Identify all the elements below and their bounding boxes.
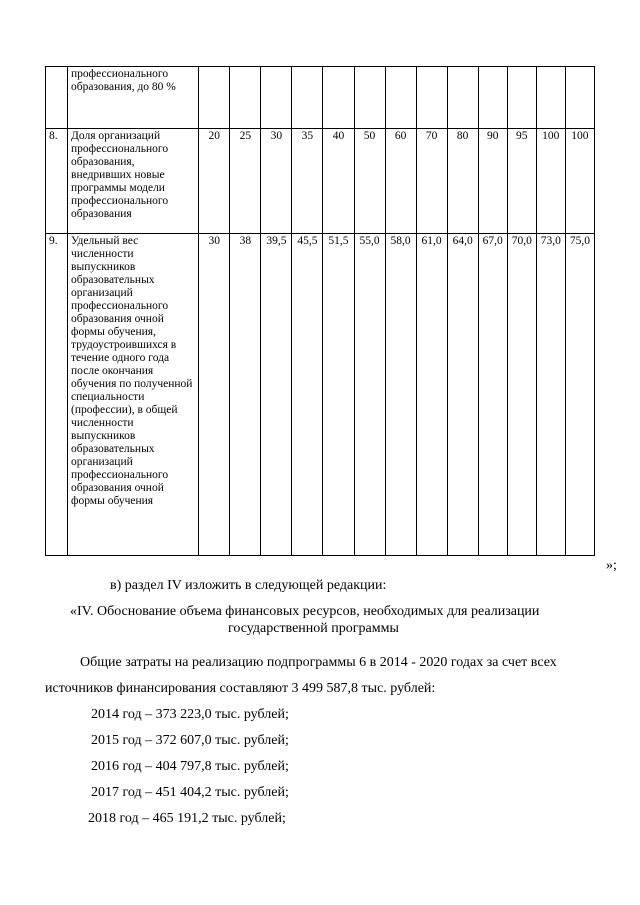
year-line: 2017 год – 451 404,2 тыс. рублей; [91, 785, 289, 800]
cell-value: 35 [292, 129, 323, 234]
year-line: 2014 год – 373 223,0 тыс. рублей; [91, 707, 289, 722]
cell-value [507, 67, 536, 129]
cell-value: 70 [416, 129, 447, 234]
cell-value [536, 67, 565, 129]
row-number: 8. [46, 129, 68, 234]
cell-value: 100 [536, 129, 565, 234]
cell-value [323, 67, 354, 129]
indicator-name: Доля организаций профессионального образования, внедривших новые программы модели профессионального образования [68, 129, 199, 234]
cell-value: 39,5 [261, 234, 292, 556]
cell-value [478, 67, 507, 129]
paragraph-line1: Общие затраты на реализацию подпрограммы 6 в 2014 - 2020 годах за счет всех [80, 655, 557, 670]
cell-value: 80 [447, 129, 478, 234]
cell-value: 90 [478, 129, 507, 234]
cell-value: 25 [230, 129, 261, 234]
cell-value: 45,5 [292, 234, 323, 556]
paragraph-line2: источников финансирования составляют 3 499 587,8 тыс. рублей: [45, 681, 436, 696]
indicator-name: Удельный вес численности выпускников образовательных организаций профессионального образования очной формы обучения, трудоустроившихся в течение одного года после окончания обучения по полученной специальности (профессии), в общей численности выпускников образовательных организаций профессионального образования очной формы обучения [68, 234, 199, 556]
section-heading-line1: «IV. Обоснование объема финансовых ресурсов, необходимых для реализации [70, 604, 540, 619]
cell-value: 95 [507, 129, 536, 234]
cell-value: 38 [230, 234, 261, 556]
cell-value [261, 67, 292, 129]
cell-value [199, 67, 230, 129]
cell-value: 61,0 [416, 234, 447, 556]
cell-value: 60 [385, 129, 416, 234]
cell-value: 64,0 [447, 234, 478, 556]
indicator-name: профессионального образования, до 80 % [68, 67, 199, 129]
row-number [46, 67, 68, 129]
cell-value: 50 [354, 129, 385, 234]
section-heading-line2: государственной программы [228, 621, 399, 636]
table-row [46, 234, 595, 556]
year-line: 2018 год – 465 191,2 тыс. рублей; [88, 811, 286, 826]
closing-quote: »; [606, 558, 617, 573]
table-row [46, 67, 595, 129]
cell-value [354, 67, 385, 129]
cell-value [565, 67, 594, 129]
cell-value [292, 67, 323, 129]
cell-value: 58,0 [385, 234, 416, 556]
cell-value: 100 [565, 129, 594, 234]
cell-value [447, 67, 478, 129]
cell-value: 20 [199, 129, 230, 234]
cell-value: 67,0 [478, 234, 507, 556]
year-line: 2016 год – 404 797,8 тыс. рублей; [91, 759, 289, 774]
cell-value: 51,5 [323, 234, 354, 556]
cell-value [416, 67, 447, 129]
year-line: 2015 год – 372 607,0 тыс. рублей; [91, 733, 289, 748]
indicators-table [45, 66, 595, 556]
cell-value: 55,0 [354, 234, 385, 556]
item-v-text: в) раздел IV изложить в следующей редакции: [110, 578, 387, 593]
cell-value: 40 [323, 129, 354, 234]
cell-value [385, 67, 416, 129]
cell-value: 70,0 [507, 234, 536, 556]
cell-value [230, 67, 261, 129]
row-number: 9. [46, 234, 68, 556]
cell-value: 75,0 [565, 234, 594, 556]
cell-value: 30 [199, 234, 230, 556]
cell-value: 30 [261, 129, 292, 234]
cell-value: 73,0 [536, 234, 565, 556]
table-row [46, 129, 595, 234]
